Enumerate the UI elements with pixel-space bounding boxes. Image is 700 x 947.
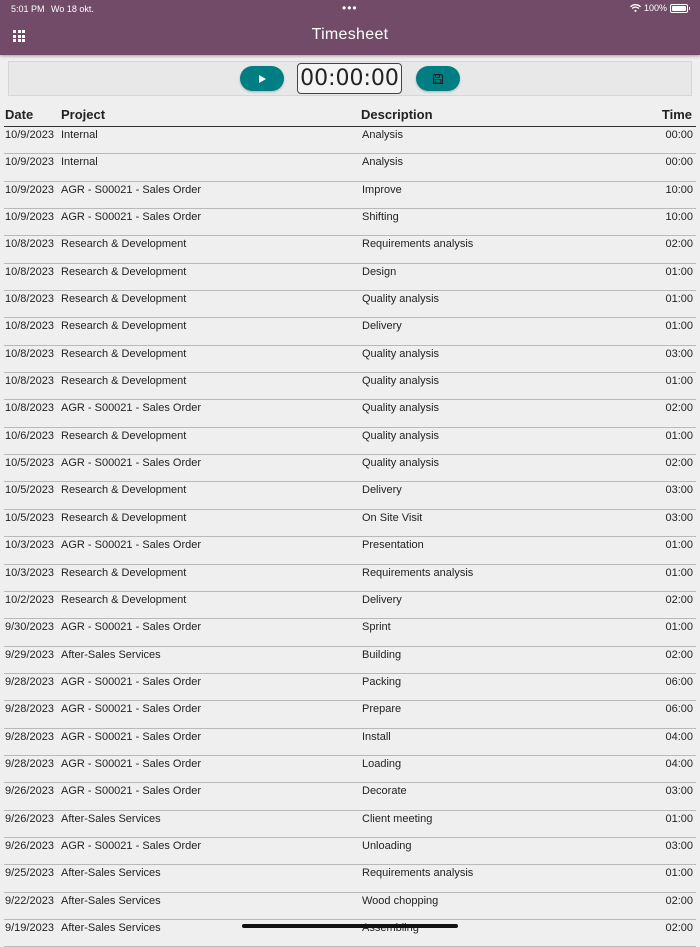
row-project: AGR - S00021 - Sales Order xyxy=(61,785,202,798)
row-project: AGR - S00021 - Sales Order xyxy=(61,457,202,470)
row-description: Unloading xyxy=(362,839,412,852)
table-row[interactable] xyxy=(4,811,696,838)
row-time: 01:00 xyxy=(665,375,693,388)
row-time: 00:00 xyxy=(665,129,693,141)
row-date: 9/29/2023 xyxy=(5,648,54,661)
status-bar xyxy=(0,0,700,18)
wifi-icon xyxy=(630,4,641,12)
table-row[interactable] xyxy=(4,127,696,154)
row-date: 10/8/2023 xyxy=(5,375,54,388)
row-time: 06:00 xyxy=(665,675,693,688)
row-project: Research & Development xyxy=(61,429,187,442)
row-time: 06:00 xyxy=(665,703,693,716)
row-project: AGR - S00021 - Sales Order xyxy=(61,183,202,196)
row-date: 9/26/2023 xyxy=(5,785,54,798)
row-description: On Site Visit xyxy=(362,511,423,524)
play-icon xyxy=(257,74,267,84)
page-title: Timesheet xyxy=(311,26,389,43)
timer-display: 00:00:00 xyxy=(297,63,402,94)
row-description: Sprint xyxy=(362,621,391,634)
table-row[interactable] xyxy=(4,482,696,509)
multitasking-dots-icon[interactable]: ••• xyxy=(342,1,358,15)
row-date: 9/26/2023 xyxy=(5,839,54,852)
row-description: Install xyxy=(362,730,391,743)
battery-icon xyxy=(670,4,688,13)
row-project: AGR - S00021 - Sales Order xyxy=(61,675,202,688)
row-date: 10/9/2023 xyxy=(5,183,54,196)
row-time: 04:00 xyxy=(665,730,693,743)
row-project: After-Sales Services xyxy=(61,812,161,825)
table-row[interactable] xyxy=(4,264,696,291)
row-time: 03:00 xyxy=(665,347,693,360)
row-time: 01:00 xyxy=(665,812,693,825)
status-date: Wo 18 okt. xyxy=(51,4,94,14)
row-description: Requirements analysis xyxy=(362,566,474,579)
row-project: Research & Development xyxy=(61,593,187,606)
row-description: Shifting xyxy=(362,211,399,224)
row-time: 01:00 xyxy=(665,265,693,278)
row-project: Research & Development xyxy=(61,347,187,360)
row-description: Requirements analysis xyxy=(362,238,474,251)
row-project: AGR - S00021 - Sales Order xyxy=(61,621,202,634)
table-row[interactable] xyxy=(4,318,696,345)
row-time: 01:00 xyxy=(665,867,693,880)
row-description: Presentation xyxy=(362,539,424,552)
row-date: 10/9/2023 xyxy=(5,156,54,169)
row-time: 02:00 xyxy=(665,894,693,907)
table-row[interactable] xyxy=(4,865,696,892)
battery-percent: 100% xyxy=(643,3,667,13)
row-date: 10/5/2023 xyxy=(5,484,54,497)
row-time: 03:00 xyxy=(665,484,693,497)
timesheet-table-body xyxy=(0,127,700,947)
row-description: Analysis xyxy=(362,129,403,141)
table-row[interactable] xyxy=(4,154,696,181)
row-project: After-Sales Services xyxy=(61,867,161,880)
row-project: Research & Development xyxy=(61,511,187,524)
row-description: Analysis xyxy=(362,156,403,169)
row-date: 10/8/2023 xyxy=(5,293,54,306)
row-project: Research & Development xyxy=(61,238,187,251)
row-date: 10/8/2023 xyxy=(5,238,54,251)
table-row[interactable] xyxy=(4,619,696,646)
row-project: AGR - S00021 - Sales Order xyxy=(61,703,202,716)
row-time: 02:00 xyxy=(665,593,693,606)
row-project: AGR - S00021 - Sales Order xyxy=(61,757,202,770)
row-date: 10/3/2023 xyxy=(5,539,54,552)
row-date: 10/9/2023 xyxy=(5,211,54,224)
row-time: 02:00 xyxy=(665,402,693,415)
row-date: 9/26/2023 xyxy=(5,812,54,825)
table-row[interactable] xyxy=(4,674,696,701)
row-time: 02:00 xyxy=(665,457,693,470)
row-time: 10:00 xyxy=(665,211,693,224)
row-time: 03:00 xyxy=(665,511,693,524)
row-time: 01:00 xyxy=(665,566,693,579)
row-date: 9/25/2023 xyxy=(5,867,54,880)
row-description: Quality analysis xyxy=(362,457,440,470)
row-time: 01:00 xyxy=(665,621,693,634)
row-description: Quality analysis xyxy=(362,429,440,442)
table-row[interactable] xyxy=(4,592,696,619)
table-row[interactable] xyxy=(4,400,696,427)
app-header xyxy=(0,0,700,55)
row-project: AGR - S00021 - Sales Order xyxy=(61,730,202,743)
row-time: 02:00 xyxy=(665,921,693,934)
row-time: 03:00 xyxy=(665,785,693,798)
status-right xyxy=(630,3,688,13)
table-row[interactable] xyxy=(4,428,696,455)
table-row[interactable] xyxy=(4,537,696,564)
row-project: Research & Development xyxy=(61,484,187,497)
row-date: 10/8/2023 xyxy=(5,402,54,415)
row-description: Packing xyxy=(362,675,402,688)
column-header-description[interactable]: Description xyxy=(361,107,433,122)
row-project: AGR - S00021 - Sales Order xyxy=(61,402,202,415)
row-date: 9/28/2023 xyxy=(5,703,54,716)
save-button[interactable] xyxy=(416,66,460,91)
row-description: Prepare xyxy=(362,703,402,716)
row-date: 9/28/2023 xyxy=(5,730,54,743)
table-row[interactable] xyxy=(4,783,696,810)
row-description: Quality analysis xyxy=(362,293,440,306)
row-description: Quality analysis xyxy=(362,375,440,388)
row-date: 10/2/2023 xyxy=(5,593,54,606)
row-time: 02:00 xyxy=(665,648,693,661)
row-project: Internal xyxy=(61,156,98,169)
row-project: AGR - S00021 - Sales Order xyxy=(61,839,202,852)
row-date: 10/8/2023 xyxy=(5,347,54,360)
row-time: 00:00 xyxy=(665,156,693,169)
row-date: 10/9/2023 xyxy=(5,129,54,141)
row-description: Quality analysis xyxy=(362,347,440,360)
row-description: Client meeting xyxy=(362,812,433,825)
table-row[interactable] xyxy=(4,291,696,318)
row-description: Building xyxy=(362,648,402,661)
row-description: Improve xyxy=(362,183,402,196)
table-row[interactable] xyxy=(4,565,696,592)
row-date: 10/3/2023 xyxy=(5,566,54,579)
row-project: Research & Development xyxy=(61,293,187,306)
row-date: 10/6/2023 xyxy=(5,429,54,442)
row-date: 10/8/2023 xyxy=(5,265,54,278)
row-date: 10/5/2023 xyxy=(5,457,54,470)
row-time: 10:00 xyxy=(665,183,693,196)
row-project: After-Sales Services xyxy=(61,921,161,934)
row-time: 04:00 xyxy=(665,757,693,770)
row-description: Delivery xyxy=(362,320,402,333)
row-description: Requirements analysis xyxy=(362,867,474,880)
table-row[interactable] xyxy=(4,209,696,236)
row-description: Decorate xyxy=(362,785,407,798)
table-row[interactable] xyxy=(4,701,696,728)
row-date: 9/28/2023 xyxy=(5,675,54,688)
row-description: Wood chopping xyxy=(362,894,439,907)
row-date: 10/8/2023 xyxy=(5,320,54,333)
table-row[interactable] xyxy=(4,647,696,674)
table-row[interactable] xyxy=(4,756,696,783)
play-button[interactable] xyxy=(240,66,284,91)
row-time: 03:00 xyxy=(665,839,693,852)
row-description: Delivery xyxy=(362,484,402,497)
row-description: Design xyxy=(362,265,397,278)
row-project: Research & Development xyxy=(61,265,187,278)
row-project: AGR - S00021 - Sales Order xyxy=(61,211,202,224)
row-project: Research & Development xyxy=(61,320,187,333)
row-date: 9/28/2023 xyxy=(5,757,54,770)
row-time: 02:00 xyxy=(665,238,693,251)
row-date: 9/30/2023 xyxy=(5,621,54,634)
table-row[interactable] xyxy=(4,346,696,373)
table-row[interactable] xyxy=(4,373,696,400)
row-description: Delivery xyxy=(362,593,402,606)
row-project: AGR - S00021 - Sales Order xyxy=(61,539,202,552)
table-row[interactable] xyxy=(4,729,696,756)
row-time: 01:00 xyxy=(665,539,693,552)
table-row[interactable] xyxy=(4,838,696,865)
row-project: After-Sales Services xyxy=(61,894,161,907)
save-icon xyxy=(432,73,444,85)
row-project: After-Sales Services xyxy=(61,648,161,661)
row-time: 01:00 xyxy=(665,320,693,333)
row-date: 10/5/2023 xyxy=(5,511,54,524)
home-indicator[interactable] xyxy=(242,924,458,928)
row-time: 01:00 xyxy=(665,293,693,306)
table-row[interactable] xyxy=(4,455,696,482)
row-project: Internal xyxy=(61,129,98,141)
table-row[interactable] xyxy=(4,236,696,263)
column-header-time[interactable]: Time xyxy=(661,107,692,122)
column-header-date[interactable]: Date xyxy=(5,107,34,122)
row-date: 9/19/2023 xyxy=(5,921,54,934)
row-date: 9/22/2023 xyxy=(5,894,54,907)
table-row[interactable] xyxy=(4,893,696,920)
row-description: Quality analysis xyxy=(362,402,440,415)
row-description: Loading xyxy=(362,757,402,770)
row-time: 01:00 xyxy=(665,429,693,442)
row-project: Research & Development xyxy=(61,375,187,388)
table-row[interactable] xyxy=(4,182,696,209)
column-header-project[interactable]: Project xyxy=(61,107,106,122)
table-row[interactable] xyxy=(4,510,696,537)
status-time: 5:01 PM xyxy=(11,4,45,14)
row-project: Research & Development xyxy=(61,566,187,579)
